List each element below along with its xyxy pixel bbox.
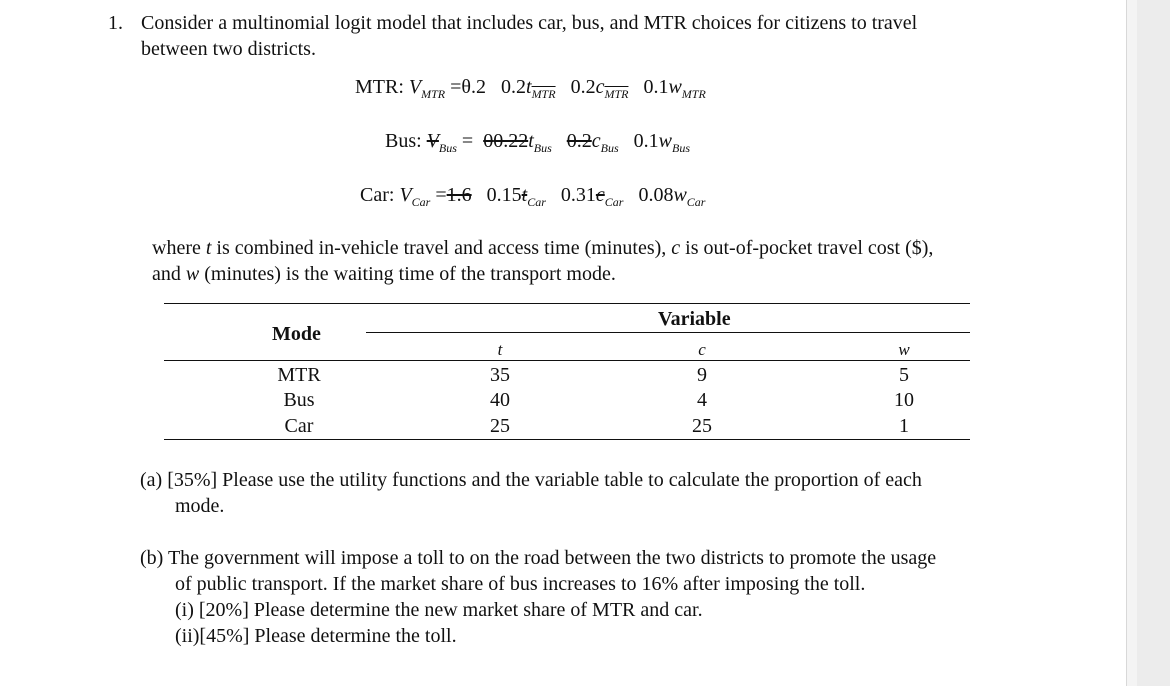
equation-mtr: MTR: $V_{MTR} =\theta.2$ $0.2t_{\overline{MTR}}$ $0.2c_{\overline{MTR}}$ $0.1w_{MTR}$ — [355, 76, 706, 101]
part-a-line-1: (a) [35%] Please use the utility functions and the variable table to calculate the proportion of each — [140, 469, 922, 491]
table-cell: 25 — [692, 415, 712, 437]
part-b-sub-ii: (ii)[45%] Please determine the toll. — [175, 625, 457, 647]
question-line-1: Consider a multinomial logit model that includes car, bus, and MTR choices for citizens to travel — [141, 12, 918, 34]
table-top-rule — [164, 303, 970, 304]
question-line-2: between two districts. — [141, 38, 316, 60]
part-b-sub-i: (i) [20%] Please determine the new market share of MTR and car. — [175, 599, 703, 621]
scrollbar-track[interactable] — [1126, 0, 1137, 686]
equation-car: Car: $V_{Car} =1.6$ $0.15t_{Car}$ $0.31c_{Car}$ $0.08w_{Car}$ — [360, 184, 706, 209]
table-header-mode: Mode — [272, 323, 321, 345]
table-cell: 40 — [490, 389, 510, 411]
table-cell: 4 — [697, 389, 707, 411]
table-column-c: c — [698, 340, 706, 359]
table-row-mode: MTR — [277, 364, 321, 386]
definition-line-2: and w (minutes) is the waiting time of the transport mode. — [152, 263, 616, 285]
equation-bus: Bus: $V_{Bus} = 00.22t_{Bus}$ $0.2c_{Bus}$ $0.1w_{Bus}$ — [385, 130, 690, 155]
table-cell: 10 — [894, 389, 914, 411]
table-header-variable: Variable — [658, 308, 731, 330]
part-a-line-2: mode. — [175, 495, 225, 517]
question-number: 1. — [108, 12, 123, 34]
table-cell: 25 — [490, 415, 510, 437]
table-cell: 35 — [490, 364, 510, 386]
part-b-line-1: (b) The government will impose a toll to on the road between the two districts to promote the usage — [140, 547, 937, 569]
part-b-line-2: of public transport. If the market share of bus increases to 16% after imposing the toll. — [175, 573, 866, 595]
table-row-mode: Bus — [283, 389, 315, 411]
table-header-rule — [164, 360, 970, 361]
definition-line-1: where t is combined in-vehicle travel and access time (minutes), c is out-of-pocket travel cost ($), — [152, 237, 934, 259]
table-column-t: t — [497, 340, 503, 359]
table-cell: 5 — [899, 364, 909, 386]
table-variable-rule — [366, 332, 970, 333]
table-bottom-rule — [164, 439, 970, 440]
table-column-w: w — [898, 340, 910, 359]
table-cell: 9 — [697, 364, 707, 386]
table-cell: 1 — [899, 415, 909, 437]
table-row-mode: Car — [284, 415, 314, 437]
